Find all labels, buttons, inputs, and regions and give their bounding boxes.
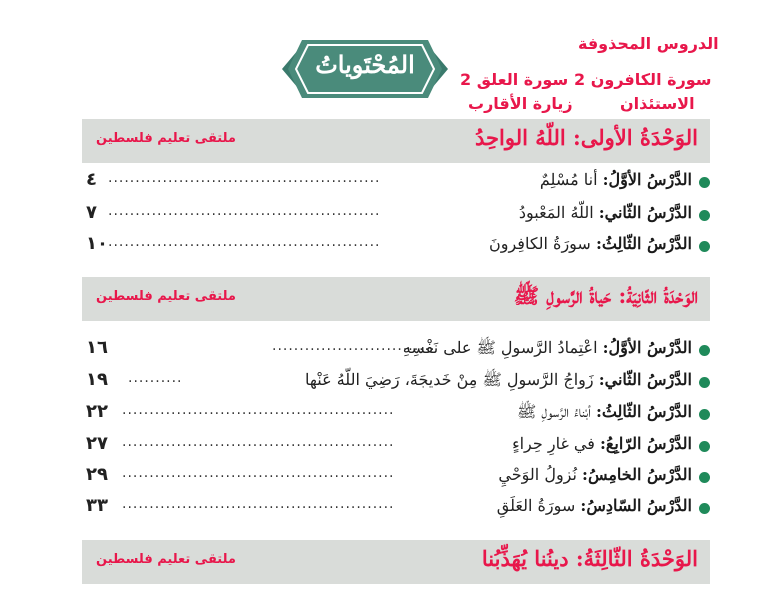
lesson-label: الدَّرْسُ الثّاني: xyxy=(598,203,692,222)
page-number: ١٩ xyxy=(86,369,108,390)
lesson-label: الدَّرْسُ الأوَّلُ: xyxy=(602,170,692,189)
leader-dots: .................................................. xyxy=(122,496,395,512)
lesson-title: نُزولُ الوَحْيِ xyxy=(498,465,577,484)
bullet-icon xyxy=(699,177,710,188)
page-number: ١٠ xyxy=(86,233,108,254)
bullet-icon xyxy=(699,345,710,356)
page-number: ١٦ xyxy=(86,337,108,358)
toc-row[interactable] xyxy=(82,432,710,460)
page-number: ٧ xyxy=(86,202,97,223)
lesson-title: في غارِ حِراءٍ xyxy=(512,434,595,453)
toc-row[interactable] xyxy=(82,336,710,364)
bullet-icon xyxy=(699,441,710,452)
bullet-icon xyxy=(699,503,710,514)
lesson-entry xyxy=(512,434,692,453)
lesson-title: زَواجُ الرَّسولِ ﷺ مِنْ خَديجَةَ، رَضِيَ اللّهُ عَنْها xyxy=(305,370,594,389)
unit-credit: ملتقى تعليم فلسطين xyxy=(96,289,236,304)
deleted-alaq-note: سورة العلق 2 xyxy=(460,70,569,89)
lesson-label: الدَّرْسُ الرّابِعُ: xyxy=(599,434,692,453)
bullet-icon xyxy=(699,409,710,420)
page-number: ٢٩ xyxy=(86,464,108,485)
leader-dots: .......... xyxy=(128,370,183,386)
lesson-entry xyxy=(489,234,692,253)
contents-title-badge xyxy=(282,40,448,98)
lesson-label: الدَّرْسُ الثّاني: xyxy=(598,370,692,389)
page-title: المُحْتَوياتُ xyxy=(315,50,415,79)
lesson-entry xyxy=(540,170,692,189)
lesson-entry xyxy=(498,465,692,484)
deleted-istithan-note: الاستئذان xyxy=(620,94,695,113)
lesson-entry xyxy=(305,370,692,393)
lesson-title: أنا مُسْلِمٌ xyxy=(539,170,598,189)
lesson-label: الدَّرْسُ السّادِسُ: xyxy=(580,496,692,515)
lesson-label: الدَّرْسُ الثّالِثُ: xyxy=(595,234,692,253)
toc-row[interactable] xyxy=(82,232,710,260)
unit-title: الوَحْدَةُ الأولى: اللّهُ الواحِدُ xyxy=(475,125,698,150)
toc-row[interactable] xyxy=(82,463,710,491)
page-number: ٢٢ xyxy=(86,401,108,422)
toc-row[interactable] xyxy=(82,168,710,196)
lesson-title: سورَةُ العَلَقِ xyxy=(496,496,576,515)
deleted-lessons-header: الدروس المحذوفة xyxy=(578,34,719,53)
bullet-icon xyxy=(699,241,710,252)
lesson-entry xyxy=(403,338,692,361)
unit-title: الوَحْدَةُ الثّالِثَةُ: دينُنا يُهَذِّبُنا xyxy=(481,546,698,571)
lesson-label: الدَّرْسُ الخامِسُ: xyxy=(582,465,692,484)
deleted-kafiroun-note: سورة الكافرون 2 xyxy=(574,70,712,89)
unit-title: الوَحْدَةُ الثّانِيَةُ: حَياةُ الرَّسولِ ﷺ xyxy=(513,283,698,308)
lesson-entry xyxy=(517,402,692,425)
lesson-entry xyxy=(497,496,692,515)
page-number: ٣٣ xyxy=(86,495,108,516)
leader-dots: .................................................. xyxy=(122,465,395,481)
bullet-icon xyxy=(699,210,710,221)
page-number: ٢٧ xyxy=(86,433,108,454)
toc-row[interactable] xyxy=(82,400,710,428)
toc-row[interactable] xyxy=(82,201,710,229)
deleted-ziyara-note: زيارة الأقارب xyxy=(468,94,573,113)
bullet-icon xyxy=(699,472,710,483)
leader-dots: .................................................. xyxy=(108,170,381,186)
lesson-label: الدَّرْسُ الأوَّلُ: xyxy=(602,338,692,357)
leader-dots: .................................................. xyxy=(122,402,395,418)
lesson-title: اعْتِمادُ الرَّسولِ ﷺ على نَفْسِهِ xyxy=(402,338,598,357)
leader-dots: .................................................. xyxy=(122,434,395,450)
lesson-title: أبْناءُ الرَّسولِ ﷺ xyxy=(516,402,591,421)
leader-dots: .................................................. xyxy=(108,234,381,250)
lesson-label: الدَّرْسُ الثّالِثُ: xyxy=(595,402,692,421)
unit-credit: ملتقى تعليم فلسطين xyxy=(96,552,236,567)
lesson-title: سورَةُ الكافِرونَ xyxy=(488,234,591,253)
leader-dots: .............................. xyxy=(272,338,436,354)
bullet-icon xyxy=(699,377,710,388)
lesson-title: اللّهُ المَعْبودُ xyxy=(518,203,594,222)
toc-row[interactable] xyxy=(82,368,710,396)
page-number: ٤ xyxy=(86,169,97,190)
toc-row[interactable] xyxy=(82,494,710,522)
unit-credit: ملتقى تعليم فلسطين xyxy=(96,131,236,146)
unit-1-header xyxy=(82,119,710,163)
lesson-entry xyxy=(519,203,692,222)
leader-dots: .................................................. xyxy=(108,203,381,219)
unit-3-header xyxy=(82,540,710,584)
unit-2-header xyxy=(82,277,710,321)
